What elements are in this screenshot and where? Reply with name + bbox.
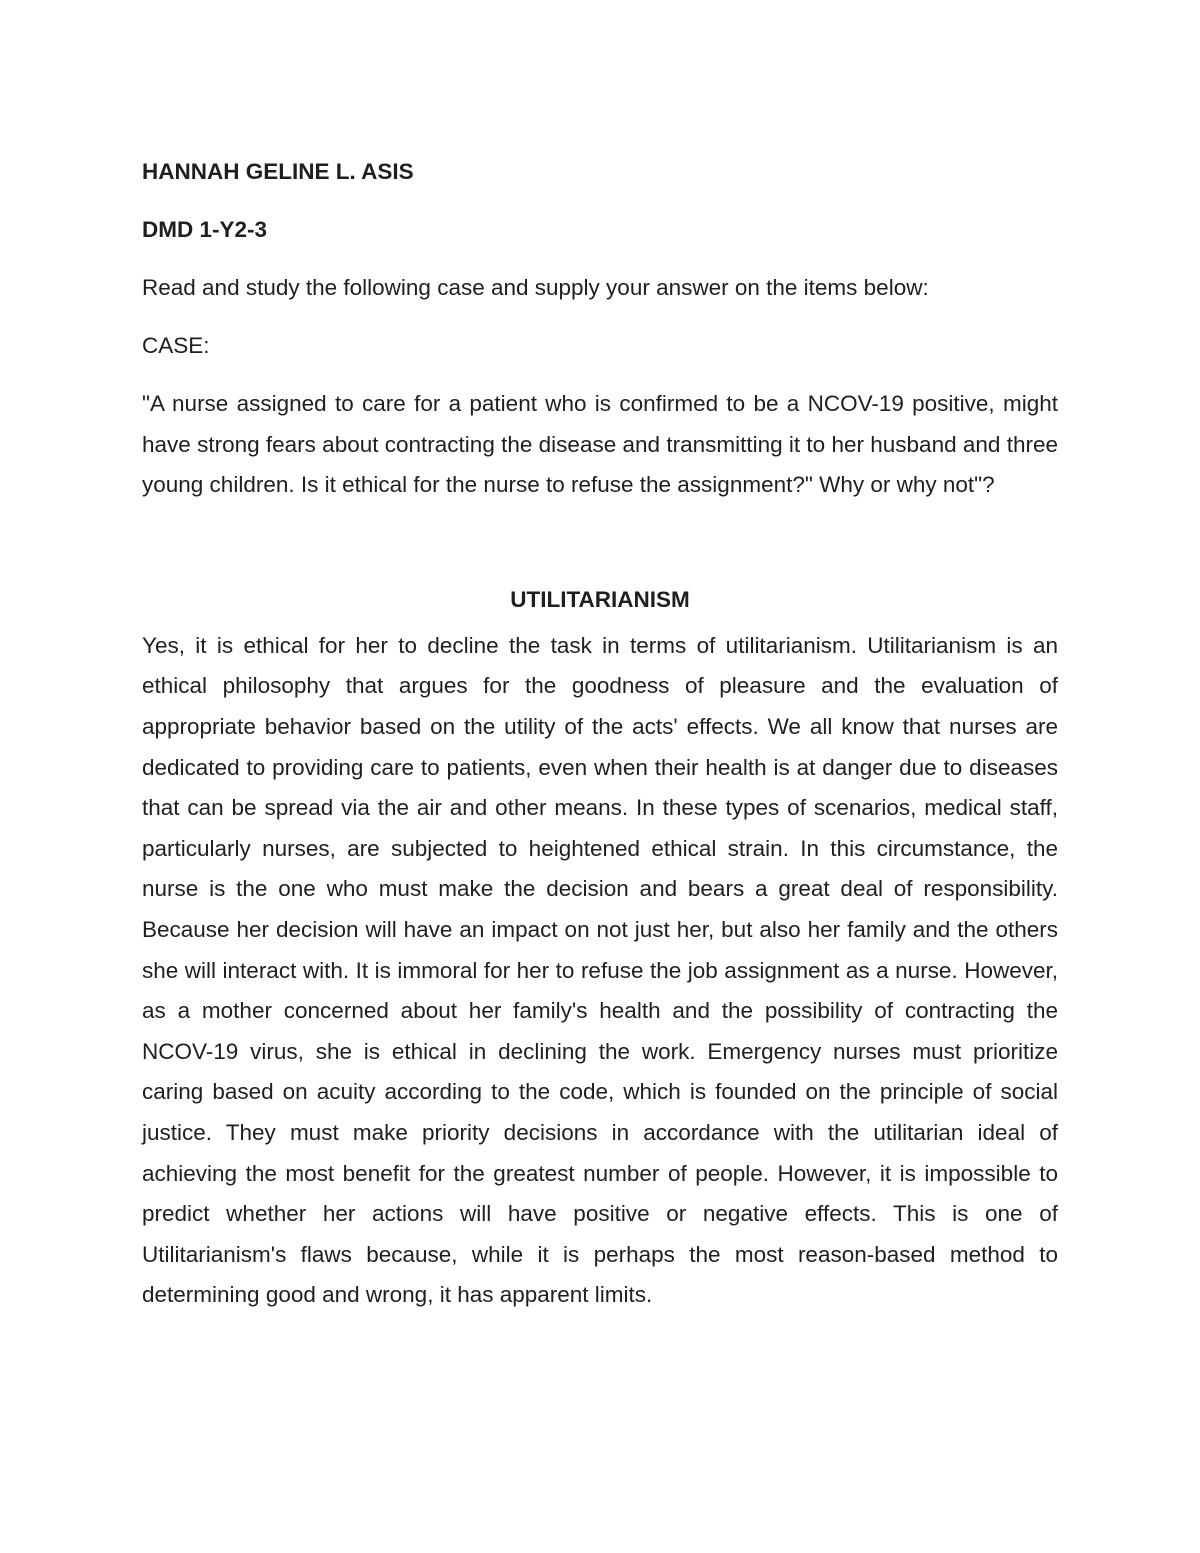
author-name: HANNAH GELINE L. ASIS bbox=[142, 159, 414, 184]
case-label: CASE: bbox=[142, 333, 210, 358]
course-code: DMD 1-Y2-3 bbox=[142, 217, 268, 242]
section-heading: UTILITARIANISM bbox=[510, 586, 690, 612]
section-body: Yes, it is ethical for her to decline the task in terms of utilitarianism. Utilitarianism is an ethical philosophy that argues for the goodness of pleasure and the evaluation of appropriate behavior based on the utility of the acts' effects. We all know that nurses are dedicated to providing care to patients, even when their health is at danger due to diseases that can be spread via the air and other means. In these types of scenarios, medical staff, particularly nurses, are subjected to heightened ethical strain. In this circumstance, the nurse is the one who must make the decision and bears a great deal of responsibility. Because her decision will have an impact on not just her, but also her family and the others she will interact with. It is immoral for her to refuse the job assignment as a nurse. However, as a mother concerned about her family's health and the possibility of contracting the NCOV-19 virus, she is ethical in declining the work. Emergency nurses must prioritize caring based on acuity according to the code, which is founded on the principle of social justice. They must make priority decisions in accordance with the utilitarian ideal of achieving the most benefit for the greatest number of people. However, it is impossible to predict whether her actions will have positive or negative effects. This is one of Utilitarianism's flaws because, while it is perhaps the most reason-based method to determining good and wrong, it has apparent limits. bbox=[142, 632, 1058, 1308]
case-text: "A nurse assigned to care for a patient who is confirmed to be a NCOV-19 positive, might have strong fears about contracting the disease and transmitting it to her husband and three young children. Is it ethical for the nurse to refuse the assignment?" Why or why not"? bbox=[142, 391, 1058, 498]
document-content bbox=[142, 152, 1058, 1316]
instructions-text: Read and study the following case and supply your answer on the items below: bbox=[142, 275, 929, 300]
